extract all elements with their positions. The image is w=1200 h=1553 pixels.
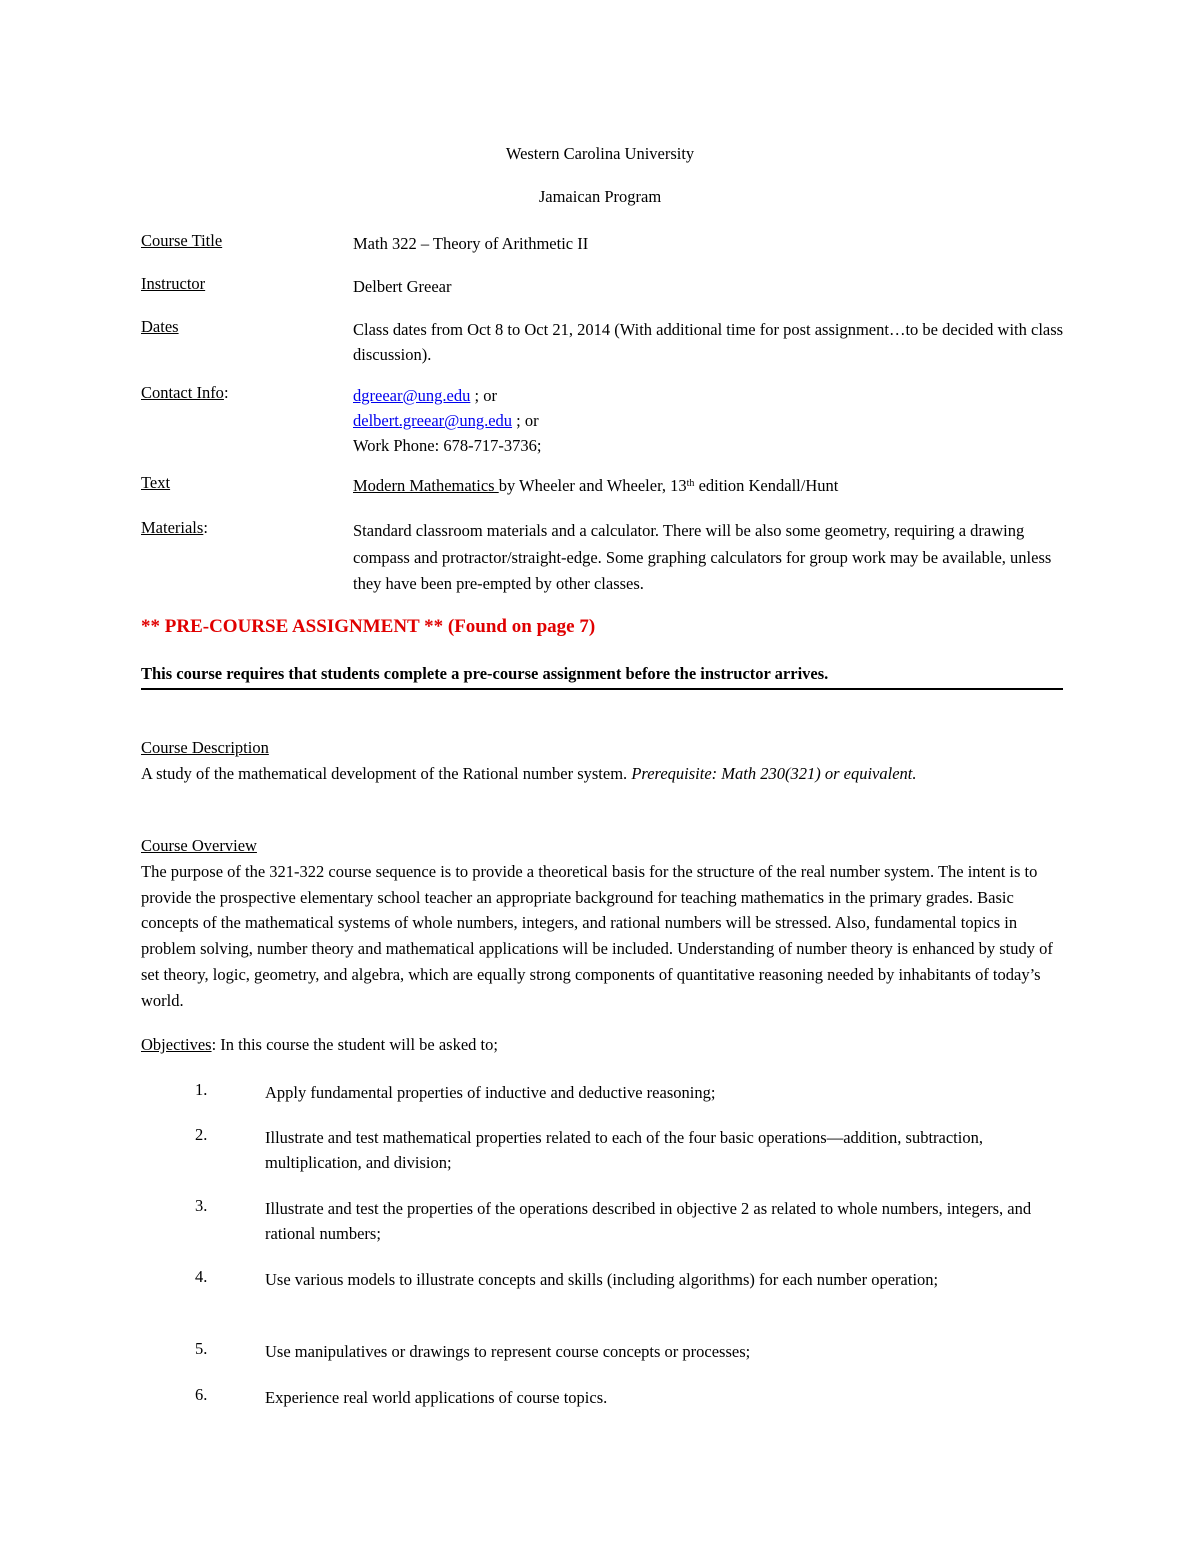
objective-item: Illustrate and test the properties of the operations described in objective 2 as related to whole numbers, integers, and rational numbers; [265, 1199, 1032, 1243]
materials-value: Standard classroom materials and a calculator. There will be also some geometry, requiring a drawing compass and protractor/straight-edge. Some graphing calculators for group work may be available, unless they have been pre-empted by other classes. [353, 521, 1052, 593]
course-overview [141, 833, 1061, 1014]
contact-label: Contact Info: [141, 383, 229, 402]
pre-course-heading: ** PRE-COURSE ASSIGNMENT ** (Found on page 7) [141, 616, 596, 637]
dates-label: Dates [141, 317, 179, 336]
course-title-value: Math 322 – Theory of Arithmetic II [353, 234, 589, 253]
section-divider [141, 688, 1063, 690]
text-label: Text [141, 473, 171, 492]
prerequisite: Prerequisite: Math 230(321) or equivalent. [631, 763, 917, 783]
email-link-primary[interactable]: dgreear@ung.edu [353, 386, 471, 405]
objective-number: 6. [195, 1385, 208, 1404]
course-title-label: Course Title [141, 231, 223, 250]
objective-item: Use manipulatives or drawings to represent course concepts or processes; [265, 1342, 751, 1361]
overview-heading: Course Overview [141, 836, 257, 855]
objective-number: 3. [195, 1196, 208, 1215]
dates-value: Class dates from Oct 8 to Oct 21, 2014 (With additional time for post assignment…to be decided with class discussion). [353, 320, 1064, 364]
contact-value: dgreear@ung.edu ; or delbert.greear@ung.edu ; or Work Phone: 678-717-3736; [353, 383, 1073, 458]
objective-number: 4. [195, 1267, 208, 1286]
instructor-label: Instructor [141, 274, 206, 293]
objective-item: Illustrate and test mathematical properties related to each of the four basic operations—addition, subtraction, multiplication, and division; [265, 1128, 983, 1172]
description-text: A study of the mathematical development of the Rational number system. [141, 763, 632, 783]
university-name: Western Carolina University [505, 144, 695, 163]
program-name: Jamaican Program [538, 187, 662, 206]
textbook-value: Modern Mathematics by Wheeler and Wheeler, 13th edition Kendall/Hunt [353, 476, 839, 495]
overview-text: The purpose of the 321-322 course sequence is to provide a theoretical basis for the structure of the real number system. The intent is to provide the prospective elementary school teacher an appropriate background for teaching mathematics in the primary grades. Basic concepts of the mathematical systems of whole numbers, integers, and rational numbers will be stressed. Also, fundamental topics in problem solving, number theory and mathematical applications will be included. Understanding of number theory is enhanced by study of set theory, logic, geometry, and algebra, which are equally strong components of quantitative reasoning needed by inhabitants of today’s world. [141, 861, 1053, 1010]
instructor-value: Delbert Greear [353, 277, 452, 296]
objective-number: 1. [195, 1080, 208, 1099]
course-description [141, 735, 1061, 787]
work-phone: Work Phone: 678-717-3736; [353, 436, 542, 455]
objectives-heading: Objectives [141, 1035, 212, 1054]
objective-number: 5. [195, 1339, 208, 1358]
objectives-intro: Objectives: In this course the student will be asked to; [141, 1035, 498, 1054]
objective-item: Experience real world applications of course topics. [265, 1388, 608, 1407]
objective-item: Apply fundamental properties of inductive and deductive reasoning; [265, 1083, 716, 1102]
materials-label: Materials: [141, 518, 208, 537]
textbook-title: Modern Mathematics [353, 476, 499, 495]
objective-item: Use various models to illustrate concepts and skills (including algorithms) for each number operation; [265, 1270, 939, 1289]
objective-number: 2. [195, 1125, 208, 1144]
email-link-secondary[interactable]: delbert.greear@ung.edu [353, 411, 513, 430]
pre-course-requirement: This course requires that students complete a pre-course assignment before the instructor arrives. [141, 664, 829, 683]
description-heading: Course Description [141, 738, 269, 757]
